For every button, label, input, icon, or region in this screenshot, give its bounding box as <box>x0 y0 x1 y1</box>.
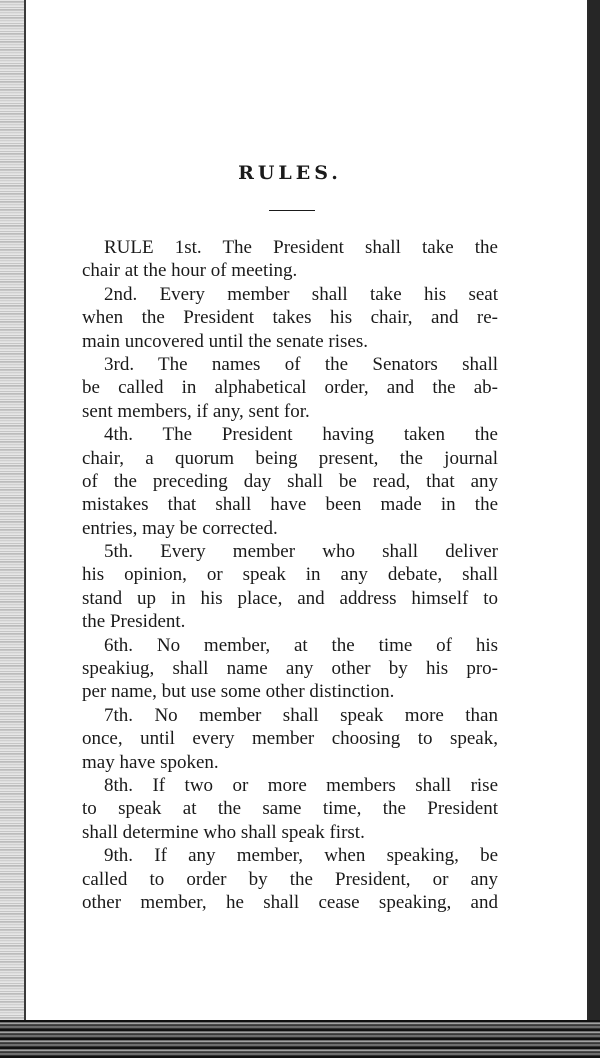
rule-5-line: the President. <box>82 611 186 633</box>
rule-9-line: other member, he shall cease speaking, and <box>82 891 498 913</box>
rule-7-line: may have spoken. <box>82 751 219 773</box>
rule-1-line: RULE 1st. The President shall take the <box>104 237 498 258</box>
rule-4-line: 4th. The President having taken the <box>104 424 498 446</box>
rule-4-line: of the preceding day shall be read, that any <box>82 470 498 492</box>
rule-4-line: mistakes that shall have been made in the <box>82 494 498 516</box>
rule-9-line: called to order by the President, or any <box>82 868 498 890</box>
rule-3-line: be called in alphabetical order, and the ab- <box>82 377 498 399</box>
rules-text <box>82 236 498 914</box>
scanned-page-right-edge <box>589 0 600 1058</box>
scanned-page-bottom-edge <box>0 1020 600 1058</box>
rule-5-line: his opinion, or speak in any debate, shall <box>82 564 498 586</box>
rule-1-line: chair at the hour of meeting. <box>82 260 298 282</box>
rule-7-line: 7th. No member shall speak more than <box>104 704 498 726</box>
rule-6-line: 6th. No member, at the time of his <box>104 634 498 656</box>
page-left-border <box>24 0 26 1058</box>
rule-6-line: speakiug, shall name any other by his pro- <box>82 658 498 680</box>
rule-2-line: 2nd. Every member shall take his seat <box>104 283 498 305</box>
rule-8-line: to speak at the same time, the President <box>82 798 498 820</box>
rule-2-line: main uncovered until the senate rises. <box>82 330 368 352</box>
rule-5-line: stand up in his place, and address himself to <box>82 587 498 609</box>
rule-8-line: 8th. If two or more members shall rise <box>104 774 498 796</box>
page-title: RULES. <box>238 162 342 184</box>
rule-9-line: 9th. If any member, when speaking, be <box>104 845 498 867</box>
scanned-page-left-edge <box>0 0 24 1058</box>
rule-2-line: when the President takes his chair, and re- <box>82 307 498 329</box>
rule-8-line: shall determine who shall speak first. <box>82 821 365 843</box>
rule-3-line: sent members, if any, sent for. <box>82 400 310 422</box>
title-divider <box>269 210 315 211</box>
rule-4-line: entries, may be corrected. <box>82 517 278 539</box>
rule-7-line: once, until every member choosing to speak, <box>82 728 498 750</box>
rule-6-line: per name, but use some other distinction. <box>82 681 395 703</box>
rule-5-line: 5th. Every member who shall deliver <box>104 541 498 563</box>
rule-4-line: chair, a quorum being present, the journal <box>82 447 498 469</box>
rule-3-line: 3rd. The names of the Senators shall <box>104 353 498 375</box>
